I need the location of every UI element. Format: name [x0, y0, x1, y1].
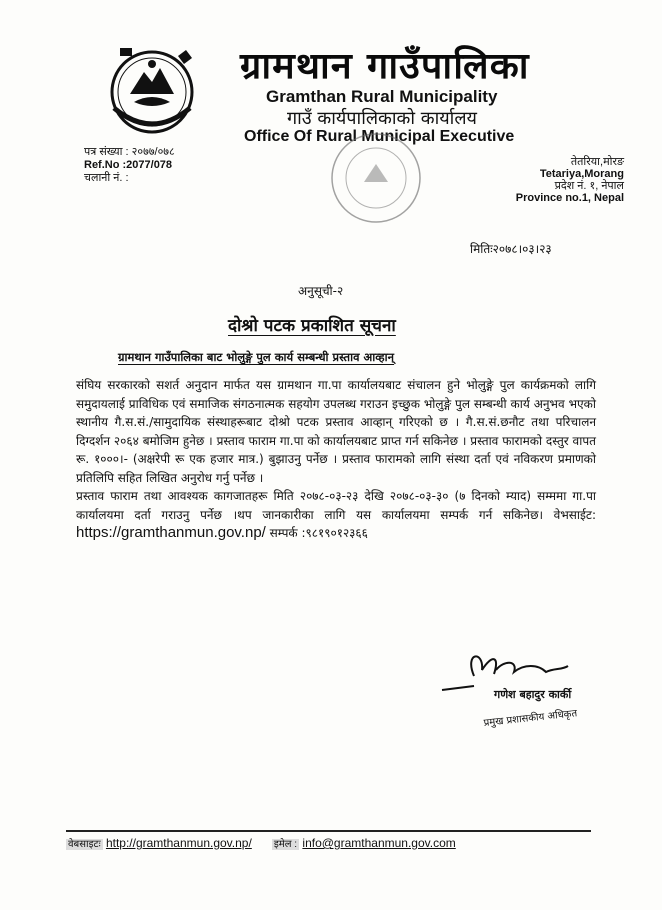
- letter-no-value: २०७७/०७८: [131, 146, 175, 158]
- footer: [66, 836, 456, 850]
- office-title-nepali: गाउँ कार्यपालिकाको कार्यालय: [287, 108, 477, 129]
- address-line-2: Tetariya,Morang: [539, 168, 624, 180]
- dispatch-no: चलानी नं. :: [84, 172, 129, 184]
- body-paragraph-2-text: प्रस्ताव फाराम तथा आवश्यक कागजातहरू मिति २०७८-०३-२३ देखि २०७८-०३-३० (७ दिनको म्याद) सम्ममा गा.पा कार्यालयमा दर्ता गराउनु पर्नेछ ।थप जानकारीका लागि यस कार्यालयमा सम्पर्क गर्न सकिनेछ। वेभसाईट:: [76, 489, 596, 522]
- notice-subject: ग्रामथान गाउँपालिका बाट भोलुङ्गे पुल कार्य सम्बन्धी प्रस्ताव आव्हान्: [118, 350, 395, 364]
- address-line-4: Province no.1, Nepal: [515, 192, 624, 204]
- ref-no: Ref.No :2077/078: [84, 159, 173, 171]
- footer-website-link[interactable]: http://gramthanmun.gov.np/: [105, 836, 252, 850]
- office-stamp-icon: [328, 130, 424, 226]
- address-line-3: प्रदेश नं. १, नेपाल: [554, 180, 624, 192]
- body-paragraph-2: [76, 487, 596, 543]
- footer-website-label: वेबसाइटः: [68, 839, 101, 850]
- address-block: [516, 156, 624, 204]
- notice-body: [76, 376, 596, 543]
- letter-no-label: पत्र संख्या :: [84, 146, 129, 158]
- reference-block: [84, 146, 175, 185]
- footer-email-link[interactable]: info@gramthanmun.gov.com: [302, 836, 456, 850]
- contact-number: सम्पर्क :९८१९०१२३६६: [269, 526, 368, 540]
- website-link[interactable]: https://gramthanmun.gov.np/: [76, 524, 266, 541]
- footer-email-label: इमेल :: [273, 839, 298, 850]
- notice-date: मितिः२०७८।०३।२३: [470, 242, 552, 256]
- signatory-name: गणेश बहादुर कार्की: [494, 688, 572, 701]
- nepal-emblem-icon: [100, 42, 204, 138]
- signature-block: [434, 646, 594, 736]
- body-paragraph-1: संघिय सरकारको सशर्त अनुदान मार्फत यस ग्रामथान गा.पा कार्यालयबाट संचालन हुने भोलुङ्गे पुल कार्यक्रमको लागि समुदायलाई प्राविधिक एवं समाजिक संगठनात्मक सहयोग उपलब्ध गराउन इच्छुक भोलुङ्गे पुल सम्बन्धी कार्य अनुभव भएको स्थानीय गै.स.सं./सामुदायिक संस्थाहरूबाट दोश्रो पटक प्रस्ताव आव्हान् गरिएको छ । गै.स.सं.छनौट तथा परिचालन दिग्दर्शन २०६४ बमोजिम हुनेछ । प्रस्ताव फाराम गा.पा को कार्यालयबाट प्राप्त गर्न सकिनेछ । प्रस्ताव फारामको दस्तुर वापत रू. १०००।- (अक्षरेपी रू एक हजार मात्र.) बुझाउनु पर्नेछ । प्रस्ताव फारामको लागि संस्था दर्ता एवं नविकरण प्रमाणको प्रतिलिपि सहित लिखित अनुरोध गर्नु पर्नेछ ।: [76, 378, 596, 485]
- signatory-title: प्रमुख प्रशासकीय अधिकृत: [483, 708, 578, 729]
- municipality-title-english: Gramthan Rural Municipality: [266, 87, 498, 106]
- notice-heading: दोश्रो पटक प्रकाशित सूचना: [228, 316, 396, 336]
- municipality-title-nepali: ग्रामथान गाउँपालिका: [240, 46, 530, 87]
- footer-divider: [66, 830, 591, 832]
- annex-label: अनुसूची-२: [298, 284, 344, 298]
- office-title-english: Office Of Rural Municipal Executive: [244, 128, 515, 145]
- address-line-1: तेतरिया,मोरङ: [570, 156, 624, 168]
